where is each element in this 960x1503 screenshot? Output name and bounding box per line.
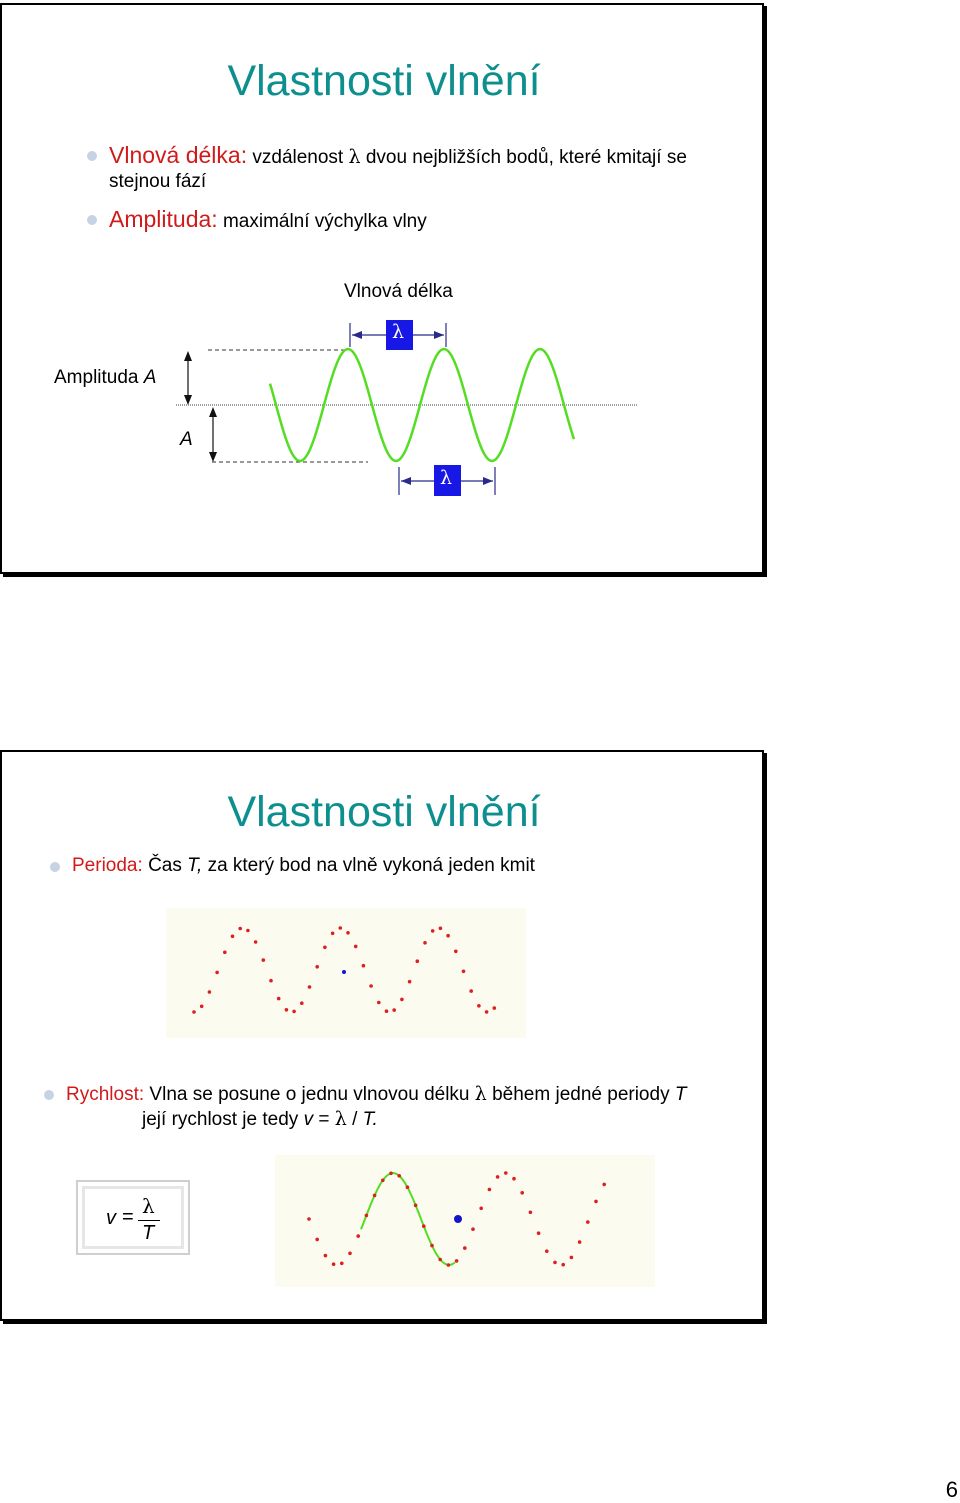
wave-dot bbox=[307, 1217, 311, 1221]
wave-dot bbox=[462, 970, 466, 974]
lambda-bottom-label: λ bbox=[440, 467, 453, 489]
bullet-term: Rychlost: bbox=[66, 1084, 145, 1105]
wave-dot bbox=[479, 1207, 483, 1211]
wave-dot bbox=[192, 1010, 196, 1014]
wave-dot bbox=[373, 1194, 377, 1198]
wave-dot bbox=[269, 979, 273, 983]
wave-dot bbox=[262, 958, 266, 962]
wave-dot bbox=[365, 1214, 369, 1218]
wave-dot bbox=[408, 980, 412, 984]
wave-dot bbox=[389, 1172, 393, 1176]
bullet-term: Vlnová délka: bbox=[109, 142, 248, 168]
wave-dot bbox=[553, 1261, 557, 1265]
t-symbol: T, bbox=[187, 855, 203, 876]
wave-dot bbox=[346, 931, 350, 935]
wave-dot bbox=[439, 927, 443, 931]
wave-dot bbox=[340, 1262, 344, 1266]
bullet-text: dvou nejbližších bodů, které kmitají se bbox=[365, 147, 687, 168]
wave-dot bbox=[545, 1249, 549, 1253]
bullet-term: Amplituda: bbox=[109, 206, 218, 232]
slide-1-title: Vlastnosti vlnění bbox=[227, 57, 541, 105]
bullet-text: vzdálenost bbox=[252, 147, 344, 168]
lambda-top-label: λ bbox=[392, 321, 405, 343]
speed-animation-panel bbox=[275, 1155, 655, 1287]
wave-dot bbox=[362, 964, 366, 968]
wave-dot bbox=[300, 1001, 304, 1005]
wave-dot bbox=[455, 1259, 459, 1263]
wave-dot bbox=[381, 1179, 385, 1183]
wave-dot bbox=[285, 1008, 289, 1012]
wave-dot bbox=[277, 997, 281, 1001]
fraction-bar bbox=[138, 1220, 160, 1221]
wave-dot bbox=[463, 1246, 467, 1250]
wave-dot bbox=[323, 946, 327, 950]
lambda-symbol: λ bbox=[348, 146, 361, 168]
wave-dot bbox=[231, 935, 235, 939]
wave-dot bbox=[447, 1263, 451, 1267]
wave-dot bbox=[354, 945, 358, 949]
wave-dot bbox=[215, 971, 219, 975]
bullet-text: stejnou fází bbox=[109, 171, 207, 192]
wave-dot bbox=[512, 1177, 516, 1181]
wave-dot bbox=[594, 1200, 598, 1204]
wave-dot bbox=[208, 990, 212, 994]
wave-dot bbox=[477, 1004, 481, 1008]
slide-1 bbox=[0, 3, 764, 574]
wave-dot bbox=[529, 1211, 533, 1215]
bullet-text: Čas bbox=[148, 855, 182, 876]
wave-dot bbox=[397, 1174, 401, 1178]
tracked-point-marker bbox=[454, 1215, 462, 1223]
wave-dot bbox=[324, 1254, 328, 1258]
wave-dot bbox=[348, 1252, 352, 1256]
wave-dot bbox=[602, 1183, 606, 1187]
wave-dot bbox=[520, 1191, 524, 1195]
wave-dot bbox=[469, 989, 473, 993]
tracked-point-marker bbox=[342, 970, 346, 974]
speed-formula bbox=[76, 1180, 190, 1255]
wave-dot bbox=[438, 1258, 442, 1262]
wave-dot bbox=[414, 1204, 418, 1208]
wave-dot bbox=[400, 998, 404, 1002]
wave-dot bbox=[406, 1185, 410, 1189]
wave-dot bbox=[254, 940, 258, 944]
wave-dot bbox=[561, 1263, 565, 1267]
wave-dot bbox=[369, 984, 373, 988]
wave-dot bbox=[537, 1231, 541, 1235]
formula-denominator: T bbox=[142, 1222, 155, 1244]
amplitude-label: Amplituda A bbox=[54, 367, 157, 388]
wave-dot bbox=[485, 1010, 489, 1014]
bullet-text: za který bod na vlně vykoná jeden kmit bbox=[207, 855, 535, 876]
wave-dot bbox=[292, 1010, 296, 1014]
wave-dot bbox=[493, 1006, 497, 1010]
bullet-dot bbox=[50, 862, 60, 872]
wave-dot bbox=[200, 1005, 204, 1009]
wave-dot bbox=[471, 1227, 475, 1231]
bullet-period bbox=[72, 854, 752, 878]
formula-numerator: λ bbox=[142, 1194, 155, 1218]
wave-dot bbox=[238, 927, 242, 931]
bullet-text: maximální výchylka vlny bbox=[222, 211, 427, 232]
wave-dot bbox=[416, 959, 420, 963]
wavelength-label: Vlnová délka bbox=[344, 281, 453, 302]
wave-dot bbox=[392, 1008, 396, 1012]
wave-dot bbox=[454, 950, 458, 954]
slide-2-title: Vlastnosti vlnění bbox=[227, 788, 541, 836]
wave-dot bbox=[431, 929, 435, 933]
bullet-term: Perioda: bbox=[72, 855, 143, 876]
wave-dot bbox=[223, 951, 227, 955]
bullet-speed: Rychlost: Vlna se posune o jednu vlnovou délku λ během jedné periody T její rychlost je tedy v = λ / T. bbox=[66, 1082, 766, 1132]
wave-dot bbox=[586, 1220, 590, 1224]
formula-eq: = bbox=[122, 1206, 134, 1228]
wave-dot bbox=[339, 926, 343, 930]
bullet-text: během jedné periody bbox=[492, 1084, 670, 1105]
wave-dot bbox=[315, 965, 319, 969]
wave-dot bbox=[423, 941, 427, 945]
wave-dot bbox=[422, 1224, 426, 1228]
wave-dot bbox=[385, 1009, 389, 1013]
wave-dot bbox=[570, 1256, 574, 1260]
wave-dot bbox=[504, 1171, 508, 1175]
formula-v: v bbox=[106, 1207, 116, 1229]
wave-dot bbox=[246, 929, 250, 933]
wave-dot bbox=[496, 1175, 500, 1179]
wave-dot bbox=[446, 934, 450, 938]
wave-dot bbox=[331, 932, 335, 936]
wave-dot bbox=[356, 1234, 360, 1238]
wave-dot bbox=[315, 1238, 319, 1242]
wave-dot bbox=[578, 1240, 582, 1244]
wave-dot bbox=[377, 1001, 381, 1005]
bullet-dot bbox=[44, 1090, 54, 1100]
page-number: 6 bbox=[945, 1477, 958, 1502]
wave-diagram bbox=[2, 5, 766, 576]
a-label: A bbox=[180, 429, 193, 450]
bullet-text: její rychlost je tedy bbox=[142, 1109, 299, 1130]
wave-dot bbox=[332, 1262, 336, 1266]
bullet-text: Vlna se posune o jednu vlnovou délku bbox=[149, 1084, 470, 1105]
wave-dot bbox=[430, 1244, 434, 1248]
period-animation-panel bbox=[166, 908, 526, 1038]
wave-dot bbox=[308, 985, 312, 989]
wave-dot bbox=[488, 1188, 492, 1192]
